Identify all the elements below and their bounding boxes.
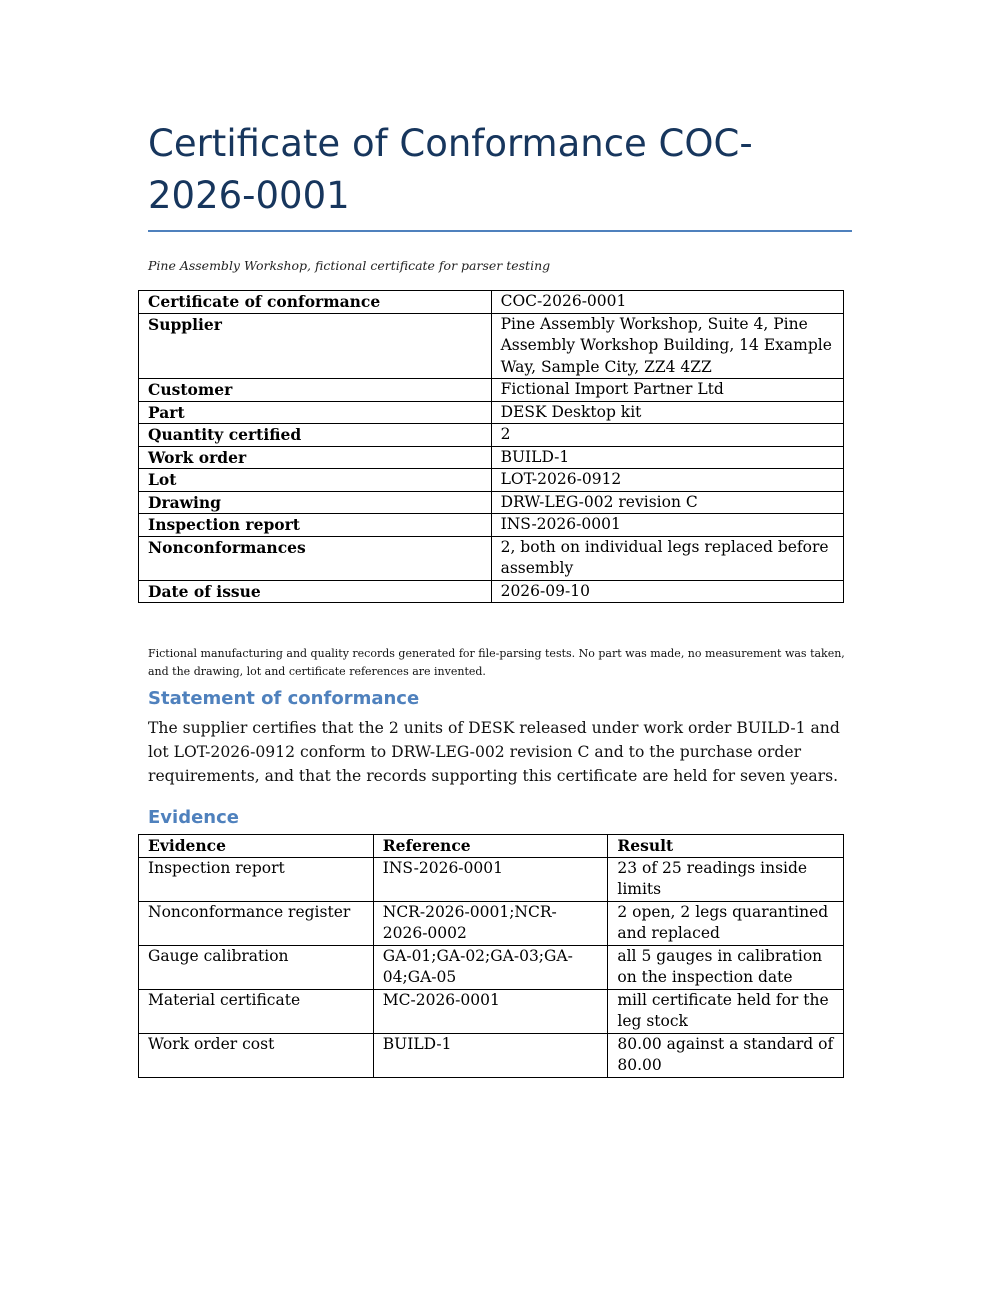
summary-label: Part bbox=[139, 401, 492, 424]
table-row bbox=[139, 536, 844, 580]
table-row bbox=[139, 379, 844, 402]
summary-value: 2026-09-10 bbox=[491, 580, 843, 603]
table-row bbox=[139, 469, 844, 492]
summary-label: Inspection report bbox=[139, 514, 492, 537]
reference-cell: BUILD-1 bbox=[373, 1033, 608, 1077]
evidence-cell: Inspection report bbox=[139, 857, 374, 901]
table-row bbox=[139, 424, 844, 447]
summary-label: Quantity certified bbox=[139, 424, 492, 447]
summary-value: LOT-2026-0912 bbox=[491, 469, 843, 492]
column-header: Reference bbox=[373, 835, 608, 858]
table-row bbox=[139, 401, 844, 424]
evidence-cell: Material certificate bbox=[139, 989, 374, 1033]
column-header: Evidence bbox=[139, 835, 374, 858]
summary-label: Lot bbox=[139, 469, 492, 492]
table-row bbox=[139, 580, 844, 603]
result-cell: mill certificate held for the leg stock bbox=[608, 989, 844, 1033]
summary-label: Drawing bbox=[139, 491, 492, 514]
table-row bbox=[139, 291, 844, 314]
document-title: Certificate of Conformance COC-2026-0001 bbox=[148, 118, 852, 232]
disclaimer-note: Fictional manufacturing and quality records generated for file-parsing tests. No part was made, no measurement was taken, and the drawing, lot and certificate references are invented. bbox=[148, 647, 845, 678]
reference-cell: MC-2026-0001 bbox=[373, 989, 608, 1033]
reference-cell: INS-2026-0001 bbox=[373, 857, 608, 901]
summary-label: Customer bbox=[139, 379, 492, 402]
evidence-cell: Work order cost bbox=[139, 1033, 374, 1077]
result-cell: 80.00 against a standard of 80.00 bbox=[608, 1033, 844, 1077]
evidence-table bbox=[138, 834, 844, 1078]
summary-label: Nonconformances bbox=[139, 536, 492, 580]
statement-heading: Statement of conformance bbox=[148, 688, 420, 709]
result-cell: 2 open, 2 legs quarantined and replaced bbox=[608, 901, 844, 945]
table-header-row bbox=[139, 835, 844, 858]
reference-cell: GA-01;GA-02;GA-03;GA-04;GA-05 bbox=[373, 945, 608, 989]
table-row bbox=[139, 989, 844, 1033]
evidence-heading: Evidence bbox=[148, 807, 239, 828]
table-row bbox=[139, 446, 844, 469]
summary-label: Supplier bbox=[139, 313, 492, 379]
summary-value: 2 bbox=[491, 424, 843, 447]
summary-label: Work order bbox=[139, 446, 492, 469]
table-row bbox=[139, 313, 844, 379]
table-row bbox=[139, 945, 844, 989]
column-header: Result bbox=[608, 835, 844, 858]
table-row bbox=[139, 491, 844, 514]
result-cell: 23 of 25 readings inside limits bbox=[608, 857, 844, 901]
statement-text: The supplier certifies that the 2 units of DESK released under work order BUILD-1 and lot LOT-2026-0912 conform to DRW-LEG-002 revision C and to the purchase order requirements, and that the records supporting this certificate are held for seven years. bbox=[148, 719, 840, 785]
result-cell: all 5 gauges in calibration on the inspection date bbox=[608, 945, 844, 989]
summary-value: Pine Assembly Workshop, Suite 4, Pine Assembly Workshop Building, 14 Example Way, Sample City, ZZ4 4ZZ bbox=[491, 313, 843, 379]
summary-value: Fictional Import Partner Ltd bbox=[491, 379, 843, 402]
table-row bbox=[139, 514, 844, 537]
evidence-cell: Gauge calibration bbox=[139, 945, 374, 989]
summary-label: Certificate of conformance bbox=[139, 291, 492, 314]
summary-label: Date of issue bbox=[139, 580, 492, 603]
summary-value: INS-2026-0001 bbox=[491, 514, 843, 537]
table-row bbox=[139, 1033, 844, 1077]
summary-value: BUILD-1 bbox=[491, 446, 843, 469]
document-subtitle: Pine Assembly Workshop, fictional certificate for parser testing bbox=[148, 258, 551, 273]
reference-cell: NCR-2026-0001;NCR-2026-0002 bbox=[373, 901, 608, 945]
summary-value: DESK Desktop kit bbox=[491, 401, 843, 424]
evidence-cell: Nonconformance register bbox=[139, 901, 374, 945]
document-header bbox=[148, 118, 852, 276]
summary-value: COC-2026-0001 bbox=[491, 291, 843, 314]
summary-value: DRW-LEG-002 revision C bbox=[491, 491, 843, 514]
table-row bbox=[139, 901, 844, 945]
table-row bbox=[139, 857, 844, 901]
summary-table bbox=[138, 290, 844, 603]
summary-value: 2, both on individual legs replaced before assembly bbox=[491, 536, 843, 580]
